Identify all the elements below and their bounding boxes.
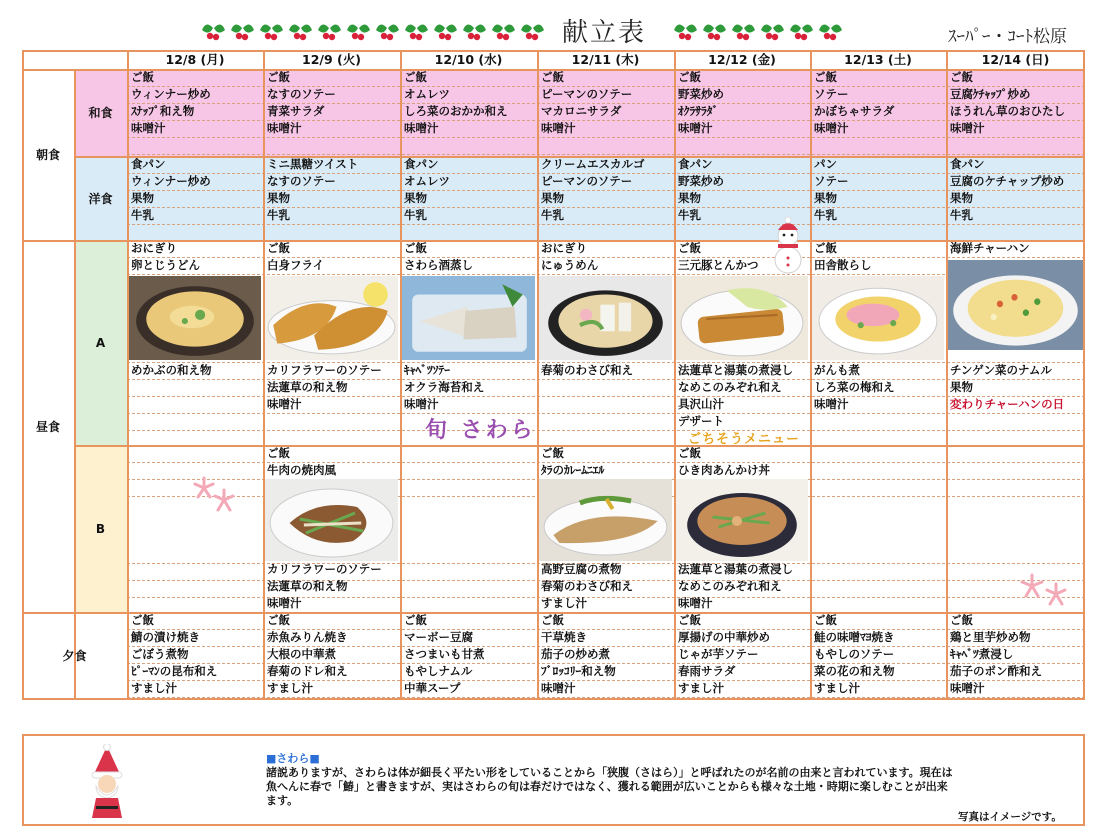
menu-item: ソテー bbox=[814, 87, 849, 101]
date-header: 12/9 (火) bbox=[302, 52, 361, 67]
menu-item: もやしのソテー bbox=[814, 647, 895, 661]
menu-item: 三元豚とんかつ bbox=[678, 258, 759, 272]
menu-item: 食パン bbox=[404, 157, 439, 171]
menu-item: 青菜サラダ bbox=[267, 104, 325, 118]
menu-item: 牛肉の焼肉風 bbox=[267, 463, 336, 477]
menu-item: ご飯 bbox=[267, 613, 290, 627]
photo-white-fish-fry bbox=[265, 276, 398, 360]
lunch-label: 昼食 bbox=[35, 419, 60, 434]
page-title: 献立表 bbox=[562, 18, 647, 48]
menu-item: 味噌汁 bbox=[541, 121, 576, 135]
menu-item: ピーマンのソテー bbox=[541, 174, 633, 188]
menu-item: なめこのみぞれ和え bbox=[678, 380, 782, 394]
menu-item: 茄子のポン酢和え bbox=[950, 664, 1042, 678]
menu-item: ご飯 bbox=[814, 613, 837, 627]
date-header: 12/14 (日) bbox=[981, 52, 1050, 67]
menu-item: すまし汁 bbox=[814, 681, 860, 695]
menu-item: 田舎散らし bbox=[814, 258, 872, 272]
menu-item: 味噌汁 bbox=[814, 121, 849, 135]
dashed-divider bbox=[127, 224, 1085, 225]
holly-icon bbox=[403, 16, 430, 46]
photo-meuniere bbox=[539, 479, 672, 561]
menu-item: すまし汁 bbox=[131, 681, 177, 695]
facility-name: ｽｰﾊﾟｰ・ｺｰﾄ松原 bbox=[948, 27, 1067, 47]
special-menu-label: ごちそうメニュー bbox=[688, 432, 801, 447]
photo-tonkatsu bbox=[676, 276, 808, 360]
menu-item: 高野豆腐の煮物 bbox=[541, 562, 622, 576]
menu-item: ウィンナー炒め bbox=[131, 87, 211, 101]
menu-item: 野菜炒め bbox=[678, 87, 724, 101]
menu-item: 茄子の炒め煮 bbox=[541, 647, 610, 661]
holly-icon bbox=[316, 16, 343, 46]
holly-icon bbox=[287, 16, 314, 46]
menu-item: 春雨サラダ bbox=[678, 664, 736, 678]
menu-item: 味噌汁 bbox=[267, 596, 302, 610]
menu-item: 味噌汁 bbox=[404, 397, 439, 411]
holly-icon bbox=[730, 16, 757, 46]
washoku-label: 和食 bbox=[88, 106, 113, 120]
menu-item: 牛乳 bbox=[404, 208, 427, 222]
menu-item: ご飯 bbox=[267, 446, 290, 460]
menu-item: なすのソテー bbox=[267, 174, 336, 188]
holly-decoration-right bbox=[672, 16, 844, 46]
menu-item: ウィンナー炒め bbox=[131, 174, 211, 188]
menu-item: 牛乳 bbox=[814, 208, 837, 222]
menu-item: 豆腐ｹﾁｬｯﾌﾟ炒め bbox=[950, 87, 1031, 101]
menu-item: 海鮮チャーハン bbox=[950, 241, 1030, 255]
menu-item: 果物 bbox=[950, 380, 973, 394]
menu-item: オムレツ bbox=[404, 174, 450, 188]
holly-icon bbox=[759, 16, 786, 46]
menu-item: ごぼう煮物 bbox=[131, 647, 189, 661]
menu-item: 春菊のドレ和え bbox=[267, 664, 348, 678]
holly-icon bbox=[701, 16, 728, 46]
menu-item: ご飯 bbox=[678, 446, 701, 460]
menu-item: 鯖の漬け焼き bbox=[131, 630, 200, 644]
date-header: 12/12 (金) bbox=[708, 52, 776, 67]
menu-item: にゅうめん bbox=[541, 258, 599, 272]
row-divider bbox=[22, 698, 1085, 700]
breakfast-label: 朝食 bbox=[35, 148, 60, 162]
holly-icon bbox=[258, 16, 285, 46]
menu-item: マカロニサラダ bbox=[541, 104, 622, 118]
menu-item: チンゲン菜のナムル bbox=[950, 363, 1052, 377]
menu-item: 果物 bbox=[267, 191, 290, 205]
menu-item: ほうれん草のおひたし bbox=[950, 104, 1065, 118]
menu-item: 法蓮草の和え物 bbox=[267, 380, 348, 394]
menu-item: しろ菜のおかか和え bbox=[404, 104, 508, 118]
menu-item: 食パン bbox=[950, 157, 985, 171]
date-header: 12/8 (月) bbox=[165, 52, 225, 67]
santa-icon bbox=[84, 744, 130, 820]
menu-item: ｷｬﾍﾞﾂｿﾃｰ bbox=[404, 363, 450, 377]
menu-item: 牛乳 bbox=[541, 208, 564, 222]
menu-item: 野菜炒め bbox=[678, 174, 724, 188]
menu-item: 赤魚みりん焼き bbox=[267, 630, 348, 644]
menu-item: 味噌汁 bbox=[267, 121, 302, 135]
menu-item: すまし汁 bbox=[541, 596, 587, 610]
menu-item: 果物 bbox=[131, 191, 154, 205]
menu-item: ご飯 bbox=[404, 613, 427, 627]
seasonal-label: 旬 さわら bbox=[425, 418, 536, 443]
lunch-b-label: B bbox=[95, 521, 106, 536]
date-header: 12/11 (木) bbox=[571, 52, 640, 67]
menu-item: 中華スープ bbox=[404, 681, 461, 695]
holly-icon bbox=[817, 16, 844, 46]
menu-item: 法蓮草と湯葉の煮浸し bbox=[678, 562, 793, 576]
dinner-label: 夕食 bbox=[62, 648, 87, 663]
menu-item: ご飯 bbox=[404, 241, 427, 255]
photo-chirashi bbox=[812, 276, 944, 360]
flower-icon bbox=[1016, 566, 1072, 612]
menu-item: もやしナムル bbox=[404, 664, 473, 678]
holly-icon bbox=[490, 16, 517, 46]
note-body: 諸説ありますが、さわらは体が細長く平たい形をしていることから「狭腹（さはら）」と呼ばれたのが名前の由来と言われています。現在は魚へんに春で「鰆」と書きますが、実はさわらの旬は春だけではなく、獲れる範囲が広いことからも様々な土地・時期に楽しむことが出来ます。 bbox=[266, 766, 953, 807]
date-header: 12/13 (土) bbox=[844, 52, 912, 67]
holly-icon bbox=[374, 16, 401, 46]
holly-decoration-left bbox=[200, 16, 546, 46]
row-divider bbox=[74, 445, 1085, 447]
menu-item: 干草焼き bbox=[541, 630, 587, 644]
holly-icon bbox=[461, 16, 488, 46]
menu-item: 味噌汁 bbox=[267, 397, 302, 411]
dashed-divider bbox=[127, 137, 1085, 138]
menu-item: 牛乳 bbox=[131, 208, 154, 222]
holly-icon bbox=[788, 16, 815, 46]
holly-icon bbox=[672, 16, 699, 46]
menu-item: ご飯 bbox=[950, 613, 973, 627]
rotating-fried-rice-note: 変わりチャーハンの日 bbox=[950, 397, 1065, 411]
menu-item: ミニ黒糖ツイスト bbox=[267, 157, 359, 171]
menu-item: じゃが芋ソテー bbox=[678, 647, 759, 661]
menu-item: カリフラワーのソテー bbox=[267, 562, 382, 576]
menu-item: 味噌汁 bbox=[678, 121, 713, 135]
menu-item: おにぎり bbox=[541, 241, 587, 255]
dashed-divider bbox=[127, 413, 1085, 414]
menu-item: ご飯 bbox=[541, 446, 564, 460]
menu-item: ご飯 bbox=[678, 613, 701, 627]
menu-item: ﾋﾟｰﾏﾝの昆布和え bbox=[131, 664, 218, 678]
menu-item: 味噌汁 bbox=[950, 681, 985, 695]
menu-item: 果物 bbox=[404, 191, 427, 205]
yoshoku-label: 洋食 bbox=[88, 191, 113, 206]
menu-item: なめこのみぞれ和え bbox=[678, 579, 782, 593]
photo-yakiniku-beef bbox=[265, 479, 398, 561]
holly-icon bbox=[345, 16, 372, 46]
menu-item: 味噌汁 bbox=[404, 121, 439, 135]
note-heading: ■さわら■ bbox=[266, 752, 320, 765]
menu-item: ご飯 bbox=[814, 241, 837, 255]
menu-item: なすのソテー bbox=[267, 87, 336, 101]
menu-item: ｽﾅｯﾌﾟ和え物 bbox=[131, 104, 195, 118]
menu-item: 味噌汁 bbox=[950, 121, 985, 135]
menu-item: 法蓮草と湯葉の煮浸し bbox=[678, 363, 793, 377]
menu-item: パン bbox=[814, 157, 837, 171]
menu-item: ご飯 bbox=[814, 70, 837, 84]
menu-item: 牛乳 bbox=[950, 208, 973, 222]
photo-disclaimer: 写真はイメージです。 bbox=[958, 811, 1062, 823]
flower-icon bbox=[190, 470, 240, 516]
column-divider bbox=[1083, 50, 1085, 698]
menu-item: 果物 bbox=[678, 191, 701, 205]
menu-item: 卵とじうどん bbox=[131, 258, 200, 272]
menu-item: さわら酒蒸し bbox=[404, 258, 473, 272]
menu-item: オムレツ bbox=[404, 87, 450, 101]
menu-item: オクラ海苔和え bbox=[404, 380, 485, 394]
menu-item: ソテー bbox=[814, 174, 849, 188]
menu-item: がんも煮 bbox=[814, 363, 860, 377]
menu-item: カリフラワーのソテー bbox=[267, 363, 382, 377]
photo-sawara bbox=[402, 276, 535, 360]
snowman-icon bbox=[772, 216, 804, 274]
photo-ankake-don bbox=[676, 479, 808, 561]
menu-item: 具沢山汁 bbox=[678, 397, 724, 411]
menu-item: 大根の中華煮 bbox=[267, 647, 336, 661]
menu-item: ご飯 bbox=[541, 70, 564, 84]
menu-item: ご飯 bbox=[950, 70, 973, 84]
menu-item: ご飯 bbox=[267, 70, 290, 84]
menu-item: ﾀﾗのｶﾚｰﾑﾆｴﾙ bbox=[541, 463, 605, 477]
menu-item: 法蓮草の和え物 bbox=[267, 579, 348, 593]
menu-item: 菜の花の和え物 bbox=[814, 664, 895, 678]
menu-item: しろ菜の梅和え bbox=[814, 380, 895, 394]
menu-item: 味噌汁 bbox=[131, 121, 166, 135]
photo-nyumen bbox=[539, 276, 672, 360]
menu-item: ひき肉あんかけ丼 bbox=[678, 463, 770, 477]
menu-item: 厚揚げの中華炒め bbox=[678, 630, 770, 644]
menu-item: 果物 bbox=[541, 191, 564, 205]
menu-item: ご飯 bbox=[131, 613, 154, 627]
photo-udon bbox=[129, 276, 261, 360]
menu-item: 果物 bbox=[814, 191, 837, 205]
menu-item: マーボー豆腐 bbox=[404, 630, 473, 644]
holly-icon bbox=[200, 16, 227, 46]
menu-item: 味噌汁 bbox=[541, 681, 576, 695]
menu-item: 春菊のわさび和え bbox=[541, 579, 633, 593]
photo-fried-rice bbox=[948, 260, 1083, 350]
menu-table bbox=[22, 50, 1085, 698]
menu-item: ご飯 bbox=[404, 70, 427, 84]
date-header: 12/10 (水) bbox=[434, 52, 503, 67]
menu-item: 味噌汁 bbox=[678, 596, 713, 610]
menu-item: ご飯 bbox=[678, 70, 701, 84]
menu-item: 牛乳 bbox=[678, 208, 701, 222]
menu-item: すまし汁 bbox=[678, 681, 724, 695]
menu-item: おにぎり bbox=[131, 241, 177, 255]
menu-item: ピーマンのソテー bbox=[541, 87, 633, 101]
menu-item: ご飯 bbox=[678, 241, 701, 255]
menu-item: ｷｬﾍﾞﾂ煮浸し bbox=[950, 647, 1014, 661]
menu-item: 牛乳 bbox=[267, 208, 290, 222]
menu-item: クリームエスカルゴ bbox=[541, 157, 645, 171]
menu-item: デザート bbox=[678, 414, 724, 428]
menu-item: 食パン bbox=[678, 157, 713, 171]
menu-item: さつまいも甘煮 bbox=[404, 647, 485, 661]
dashed-divider bbox=[127, 154, 1085, 155]
menu-item: ご飯 bbox=[541, 613, 564, 627]
menu-item: 食パン bbox=[131, 157, 166, 171]
menu-item: 味噌汁 bbox=[814, 397, 849, 411]
menu-item: 豆腐のケチャップ炒め bbox=[950, 174, 1065, 188]
dashed-divider bbox=[127, 430, 1085, 431]
menu-item: ｵｸﾗｻﾗﾀﾞ bbox=[678, 104, 719, 118]
menu-item: かぼちゃサラダ bbox=[814, 104, 895, 118]
menu-item: ご飯 bbox=[131, 70, 154, 84]
menu-item: 春菊のわさび和え bbox=[541, 363, 633, 377]
menu-item: 果物 bbox=[950, 191, 973, 205]
holly-icon bbox=[229, 16, 256, 46]
menu-item: すまし汁 bbox=[267, 681, 313, 695]
menu-item: 鮭の味噌ﾏﾖ焼き bbox=[814, 630, 895, 644]
menu-item: ご飯 bbox=[267, 241, 290, 255]
menu-item: めかぶの和え物 bbox=[131, 363, 212, 377]
holly-icon bbox=[519, 16, 546, 46]
menu-item: ﾌﾞﾛｯｺﾘｰ和え物 bbox=[541, 664, 616, 678]
lunch-a-label: A bbox=[95, 335, 106, 350]
menu-item: 白身フライ bbox=[267, 258, 325, 272]
holly-icon bbox=[432, 16, 459, 46]
dashed-divider bbox=[127, 274, 1085, 275]
menu-item: 鶏と里芋炒め物 bbox=[950, 630, 1031, 644]
